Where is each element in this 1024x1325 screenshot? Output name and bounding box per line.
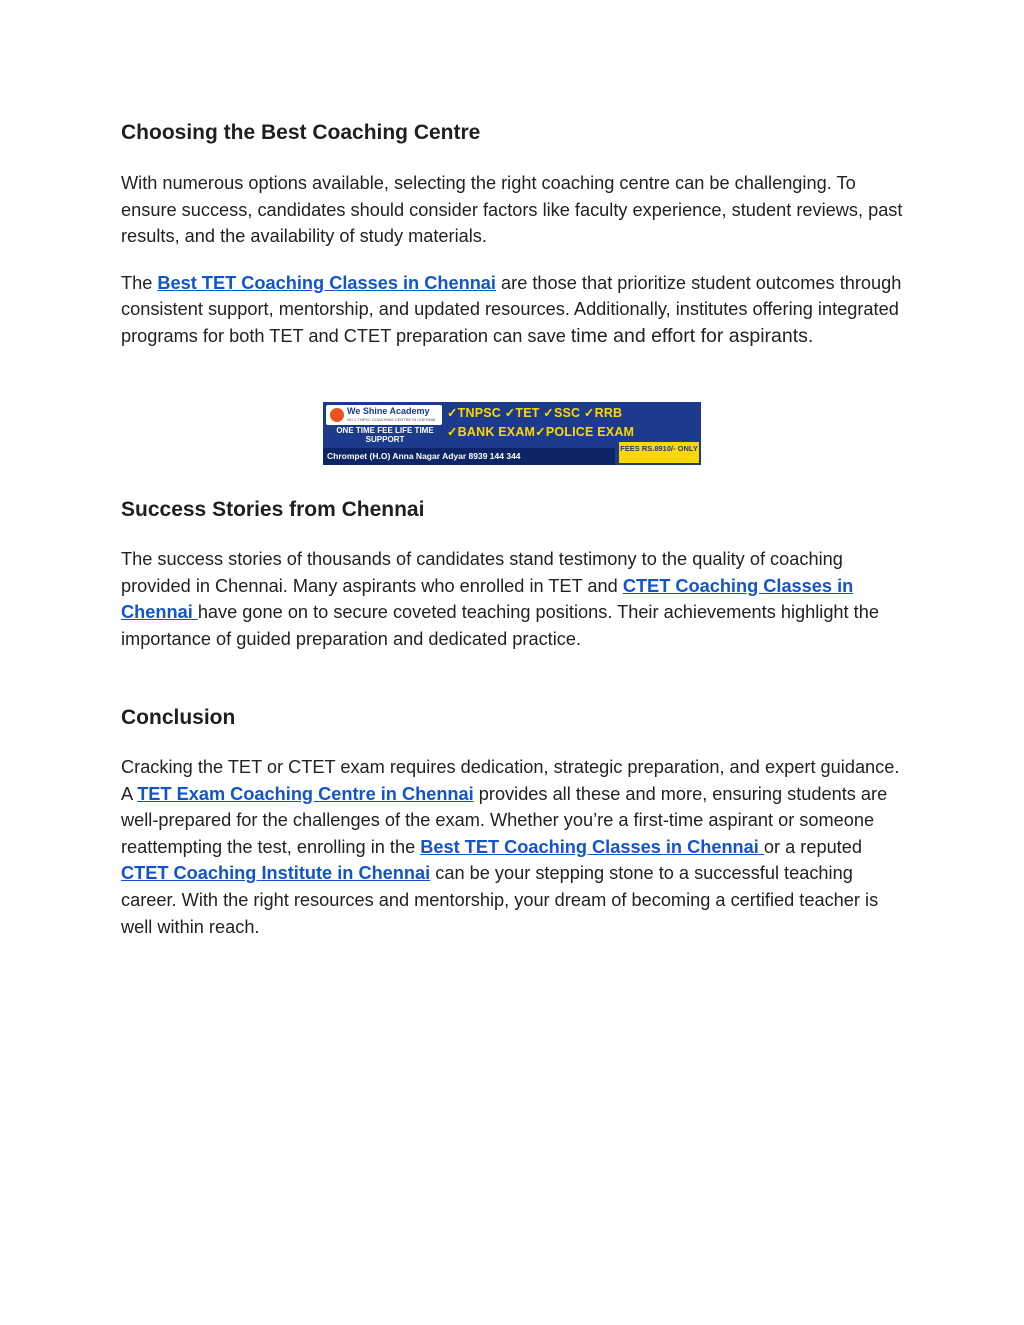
section-heading-choosing: Choosing the Best Coaching Centre <box>121 121 481 144</box>
link-ctet-coaching-classes[interactable]: CTET Coaching Classes in Chennai <box>121 575 854 623</box>
section-heading-success: Success Stories from Chennai <box>121 498 425 521</box>
text-run: time and effort for aspirants. <box>570 324 814 347</box>
link-ctet-coaching-institute[interactable]: CTET Coaching Institute in Chennai <box>121 863 431 884</box>
banner-contact: Chrompet (H.O) Anna Nagar Adyar 8939 144 344 <box>327 451 521 461</box>
banner-exams-row-2: ✓BANK EXAM✓POLICE EXAM <box>447 425 635 439</box>
text-run: provides all these and more, ensuring students are well-prepared for the challenges of the exam. Whether you’re a first-time aspirant or someone reattempting the test, enrolling in the <box>121 783 888 857</box>
logo-tagline: NO.1 TNPSC COACHING CENTRE IN CHENNAI <box>347 417 436 422</box>
logo-emblem-icon <box>330 408 344 422</box>
paragraph-conclusion <box>121 754 911 940</box>
link-best-tet-coaching[interactable]: Best TET Coaching Classes in Chennai <box>157 272 496 293</box>
text-run: The success stories of thousands of candidates stand testimony to the quality of coaching provided in Chennai. Many aspirants who enrolled in TET and <box>121 549 843 596</box>
link-tet-exam-coaching-centre[interactable]: TET Exam Coaching Centre in Chennai <box>137 783 474 804</box>
advertisement-banner[interactable] <box>323 402 701 465</box>
text-run: can be your stepping stone to a successful teaching career. With the right resources and mentorship, your dream of becoming a certified teacher is well within reach. <box>121 863 879 937</box>
banner-onetime-fee: ONE TIME FEE LIFE TIME SUPPORT <box>336 426 434 444</box>
academy-logo <box>326 405 442 425</box>
text-run: are those that prioritize student outcomes through consistent support, mentorship, and updated resources. Additionally, institutes offering integrated programs for both TET and CTET preparation can save <box>121 272 902 346</box>
text-run: The <box>121 272 158 293</box>
paragraph-choosing: With numerous options available, selecting the right coaching centre can be challenging. To ensure success, candidates should consider factors like faculty experience, student reviews, past results, and the availability of study materials. <box>121 173 903 247</box>
banner-contact-bar <box>323 448 615 465</box>
text-run: or a reputed <box>763 836 862 857</box>
paragraph-best-coaching <box>121 270 911 350</box>
link-best-tet-coaching-2[interactable]: Best TET Coaching Classes in Chennai <box>420 836 764 857</box>
banner-exams-row-1: ✓TNPSC ✓TET ✓SSC ✓RRB <box>447 406 623 420</box>
text-run: have gone on to secure coveted teaching positions. Their achievements highlight the importance of guided preparation and dedicated practice. <box>121 602 879 649</box>
text-run: Cracking the TET or CTET exam requires dedication, strategic preparation, and expert guidance. A <box>121 757 900 804</box>
paragraph-success <box>121 546 911 652</box>
logo-name: We Shine Academy <box>347 406 430 416</box>
banner-fees: FEES RS.8910/- ONLY <box>619 442 699 463</box>
section-heading-conclusion: Conclusion <box>121 706 236 729</box>
